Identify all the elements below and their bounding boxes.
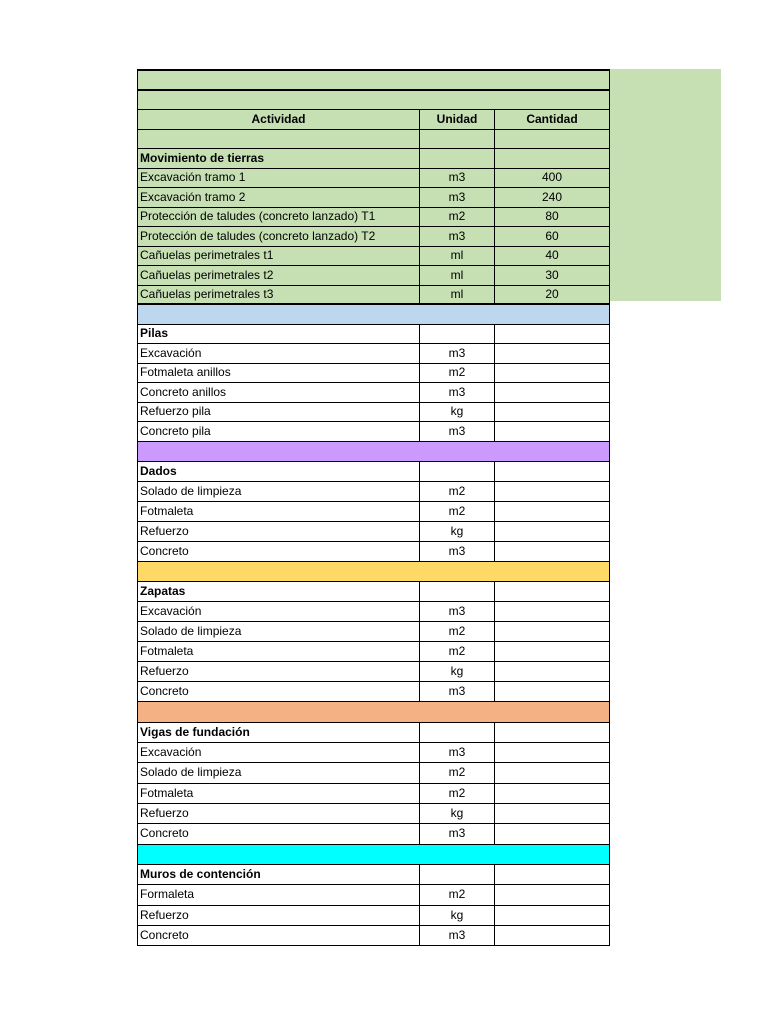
cell-actividad[interactable]: Concreto — [138, 925, 420, 945]
cell-cantidad[interactable]: 80 — [495, 207, 610, 226]
cell-actividad[interactable]: Solado de limpieza — [138, 762, 420, 783]
cell-actividad[interactable]: Cañuelas perimetrales t1 — [138, 246, 420, 265]
color-band-pilas — [138, 304, 610, 324]
table-row — [138, 421, 610, 441]
blank-row — [138, 129, 610, 148]
cell-actividad[interactable]: Concreto anillos — [138, 382, 420, 402]
cell-actividad[interactable]: Fotmaleta — [138, 501, 420, 521]
cell-unidad[interactable]: kg — [420, 521, 495, 541]
section-title[interactable]: Muros de contención — [138, 864, 420, 884]
cell-actividad[interactable]: Refuerzo — [138, 521, 420, 541]
table-row — [138, 285, 610, 304]
cell-unidad[interactable]: m2 — [420, 621, 495, 641]
table-row — [138, 742, 610, 762]
color-band-dados — [138, 441, 610, 461]
cell-cantidad[interactable] — [495, 681, 610, 701]
color-band-vigas — [138, 701, 610, 722]
cell-actividad[interactable]: Protección de taludes (concreto lanzado) T2 — [138, 226, 420, 246]
cell-unidad[interactable]: m2 — [420, 207, 495, 226]
cell-cantidad[interactable] — [495, 803, 610, 823]
cell-cantidad[interactable]: 240 — [495, 187, 610, 207]
cell-unidad[interactable]: m3 — [420, 168, 495, 187]
cell-actividad[interactable]: Solado de limpieza — [138, 481, 420, 501]
cell-unidad[interactable]: m2 — [420, 884, 495, 905]
table-row — [138, 481, 610, 501]
section-title-row — [138, 324, 610, 343]
cell-actividad[interactable]: Concreto — [138, 681, 420, 701]
cell-unidad[interactable]: m3 — [420, 187, 495, 207]
table-row — [138, 783, 610, 803]
cell-actividad[interactable]: Refuerzo — [138, 803, 420, 823]
header-row — [138, 109, 610, 129]
table-row — [138, 884, 610, 905]
table-row — [138, 168, 610, 187]
cell-cantidad[interactable] — [495, 363, 610, 382]
cell-unidad[interactable]: m3 — [420, 343, 495, 363]
cell-actividad[interactable]: Concreto — [138, 541, 420, 561]
table-row — [138, 681, 610, 701]
cell-cantidad[interactable] — [495, 823, 610, 844]
cell-cantidad[interactable] — [495, 783, 610, 803]
cell-cantidad[interactable] — [495, 762, 610, 783]
table-row — [138, 207, 610, 226]
section-title[interactable]: Movimiento de tierras — [138, 148, 420, 168]
cell-cantidad[interactable]: 400 — [495, 168, 610, 187]
cell-unidad[interactable]: kg — [420, 905, 495, 925]
cell-cantidad[interactable] — [495, 601, 610, 621]
cell-actividad[interactable]: Refuerzo — [138, 661, 420, 681]
cell-actividad[interactable]: Cañuelas perimetrales t2 — [138, 265, 420, 285]
cell-actividad[interactable]: Excavación — [138, 343, 420, 363]
color-band-zapatas — [138, 561, 610, 581]
cell-unidad[interactable]: m3 — [420, 541, 495, 561]
cell-unidad[interactable]: m3 — [420, 601, 495, 621]
table-row — [138, 803, 610, 823]
blank-top-row — [138, 70, 610, 90]
table-row — [138, 601, 610, 621]
cell-cantidad[interactable] — [495, 541, 610, 561]
cell-unidad[interactable]: m3 — [420, 742, 495, 762]
table-row — [138, 541, 610, 561]
blank-row — [138, 90, 610, 109]
cell-unidad[interactable]: ml — [420, 285, 495, 304]
cell-unidad[interactable]: ml — [420, 246, 495, 265]
cell-cantidad[interactable] — [495, 343, 610, 363]
cell-actividad[interactable]: Formaleta — [138, 884, 420, 905]
section-title[interactable]: Pilas — [138, 324, 420, 343]
table-row — [138, 382, 610, 402]
section-title-row — [138, 722, 610, 742]
table-row — [138, 661, 610, 681]
cell-actividad[interactable]: Protección de taludes (concreto lanzado) T1 — [138, 207, 420, 226]
cell-cantidad[interactable] — [495, 905, 610, 925]
cell-cantidad[interactable] — [495, 481, 610, 501]
section-title[interactable]: Dados — [138, 461, 420, 481]
cell-unidad[interactable]: m2 — [420, 783, 495, 803]
cell-cantidad[interactable] — [495, 501, 610, 521]
table-row — [138, 363, 610, 382]
header-cantidad[interactable]: Cantidad — [495, 109, 610, 129]
spreadsheet-table — [137, 69, 610, 946]
cell-actividad[interactable]: Fotmaleta — [138, 641, 420, 661]
cell-unidad[interactable]: kg — [420, 661, 495, 681]
cell-unidad[interactable]: m2 — [420, 641, 495, 661]
cell-unidad[interactable]: ml — [420, 265, 495, 285]
cell-unidad[interactable]: m3 — [420, 823, 495, 844]
cell-unidad[interactable]: kg — [420, 803, 495, 823]
cell-actividad[interactable]: Cañuelas perimetrales t3 — [138, 285, 420, 304]
cell-cantidad[interactable] — [495, 402, 610, 421]
cell-cantidad[interactable] — [495, 621, 610, 641]
cell-cantidad[interactable] — [495, 641, 610, 661]
section-title[interactable]: Zapatas — [138, 581, 420, 601]
color-band-muros — [138, 844, 610, 864]
cell-unidad[interactable]: m2 — [420, 762, 495, 783]
cell-actividad[interactable]: Excavación — [138, 601, 420, 621]
section-title-row — [138, 581, 610, 601]
header-actividad[interactable]: Actividad — [138, 109, 420, 129]
cell-cantidad[interactable]: 40 — [495, 246, 610, 265]
table-row — [138, 641, 610, 661]
green-fill-extension — [609, 69, 721, 301]
cell-unidad[interactable]: m3 — [420, 421, 495, 441]
cell-unidad[interactable]: m3 — [420, 681, 495, 701]
cell-actividad[interactable]: Excavación tramo 2 — [138, 187, 420, 207]
table-row — [138, 226, 610, 246]
cell-actividad[interactable]: Concreto pila — [138, 421, 420, 441]
cell-unidad[interactable]: m3 — [420, 226, 495, 246]
cell-cantidad[interactable]: 20 — [495, 285, 610, 304]
table-row — [138, 521, 610, 541]
cell-unidad[interactable]: m2 — [420, 501, 495, 521]
cell-cantidad[interactable]: 60 — [495, 226, 610, 246]
table-row — [138, 762, 610, 783]
section-title-row — [138, 461, 610, 481]
table-row — [138, 925, 610, 945]
cell-actividad[interactable]: Refuerzo pila — [138, 402, 420, 421]
section-title-row — [138, 148, 610, 168]
table-row — [138, 187, 610, 207]
cell-cantidad[interactable] — [495, 925, 610, 945]
cell-actividad[interactable]: Fotmaleta anillos — [138, 363, 420, 382]
cell-cantidad[interactable] — [495, 421, 610, 441]
cell-cantidad[interactable] — [495, 382, 610, 402]
cell-actividad[interactable]: Fotmaleta — [138, 783, 420, 803]
cell-cantidad[interactable] — [495, 742, 610, 762]
table-row — [138, 246, 610, 265]
table-row — [138, 343, 610, 363]
cell-unidad[interactable]: kg — [420, 402, 495, 421]
cell-unidad[interactable]: m2 — [420, 481, 495, 501]
cell-unidad[interactable]: m2 — [420, 363, 495, 382]
cell-actividad[interactable]: Excavación — [138, 742, 420, 762]
table-row — [138, 265, 610, 285]
table-row — [138, 621, 610, 641]
table-row — [138, 905, 610, 925]
cell-actividad[interactable]: Concreto — [138, 823, 420, 844]
table-row — [138, 402, 610, 421]
table-row — [138, 823, 610, 844]
cell-unidad[interactable]: m3 — [420, 925, 495, 945]
table-row — [138, 501, 610, 521]
cell-cantidad[interactable]: 30 — [495, 265, 610, 285]
cell-actividad[interactable]: Excavación tramo 1 — [138, 168, 420, 187]
section-title-row — [138, 864, 610, 884]
cell-unidad[interactable]: m3 — [420, 382, 495, 402]
cell-cantidad[interactable] — [495, 884, 610, 905]
cell-actividad[interactable]: Solado de limpieza — [138, 621, 420, 641]
cell-cantidad[interactable] — [495, 521, 610, 541]
cell-actividad[interactable]: Refuerzo — [138, 905, 420, 925]
header-unidad[interactable]: Unidad — [420, 109, 495, 129]
cell-cantidad[interactable] — [495, 661, 610, 681]
section-title[interactable]: Vigas de fundación — [138, 722, 420, 742]
